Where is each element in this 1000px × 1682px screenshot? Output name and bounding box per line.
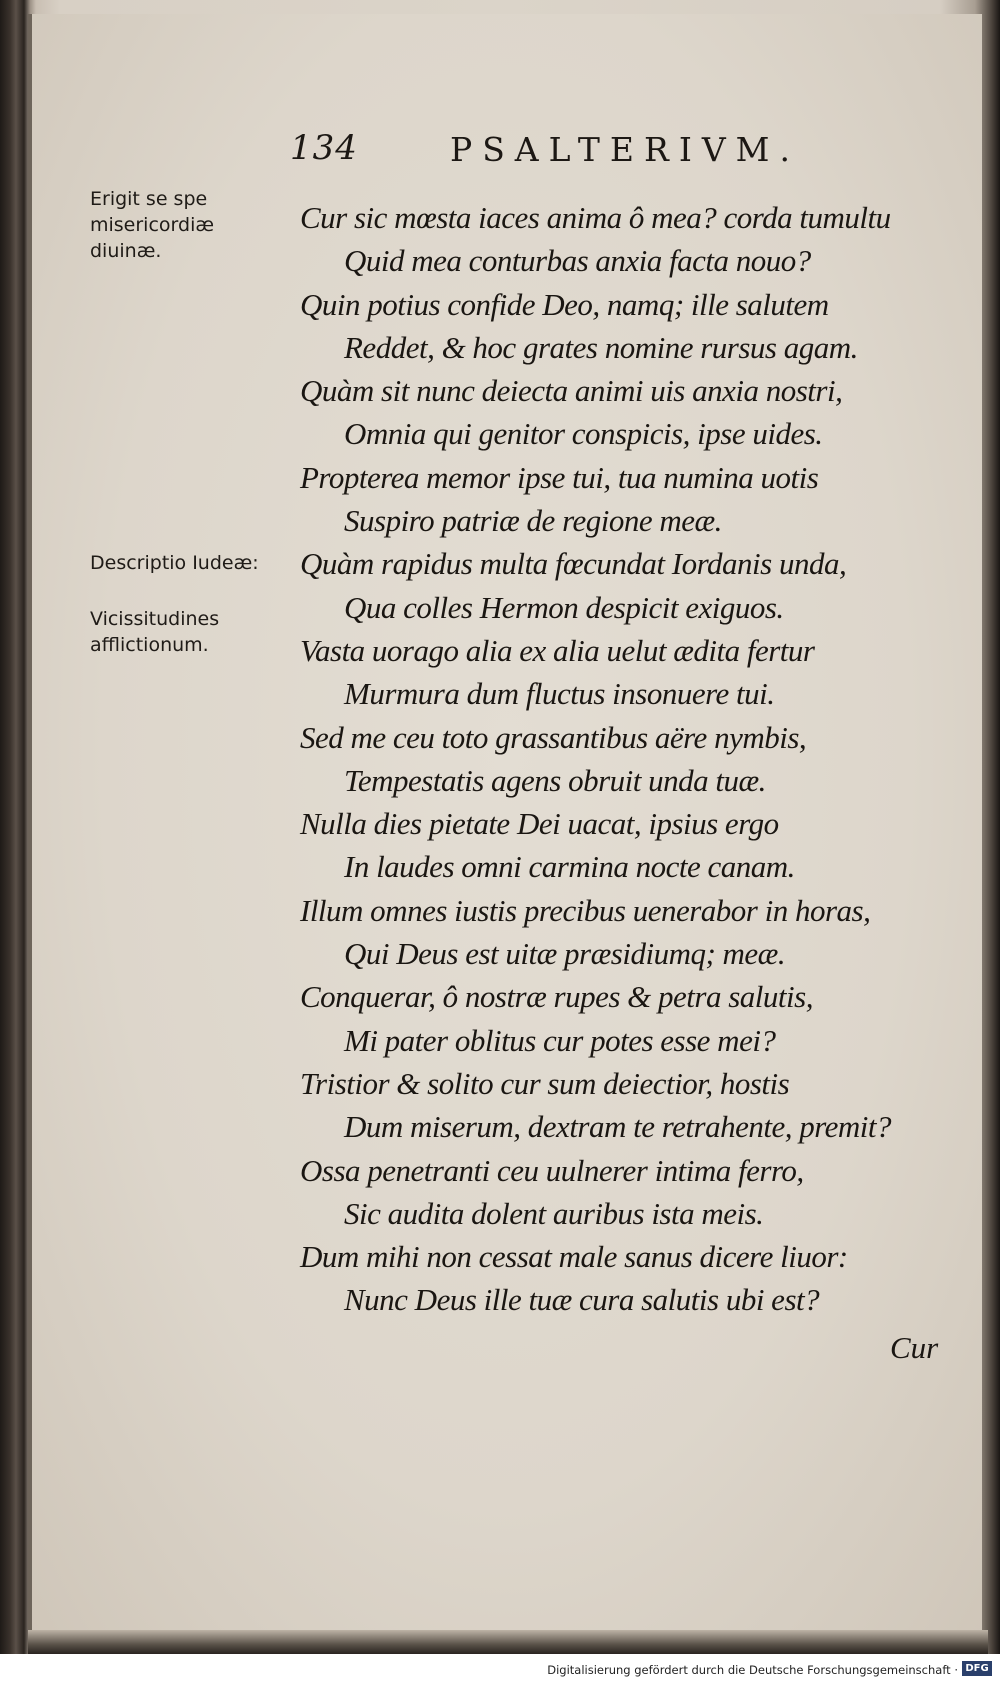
verse-line: Qua colles Hermon despicit exiguos. bbox=[344, 589, 784, 625]
verse-line: Qui Deus est uitæ præsidiumq; meæ. bbox=[344, 936, 786, 972]
dfg-logo-icon: DFG bbox=[962, 1661, 992, 1676]
verse-line: Reddet, & hoc grates nomine rursus agam. bbox=[344, 329, 858, 365]
verse-line: Cur sic mœsta iaces anima ô mea? corda tumultu bbox=[300, 200, 891, 235]
verse-line: Quin potius confide Deo, namq; ille salutem bbox=[300, 286, 829, 322]
verse-line: Dum miserum, dextram te retrahente, premit? bbox=[344, 1109, 892, 1145]
verse-line: Conquerar, ô nostræ rupes & petra salutis, bbox=[300, 979, 813, 1015]
margin-note-descriptio: Descriptio Iudeæ: bbox=[90, 552, 259, 574]
verse-line: Nulla dies pietate Dei uacat, ipsius ergo bbox=[300, 806, 779, 842]
verse-line: Sed me ceu toto grassantibus aëre nymbis, bbox=[300, 719, 807, 755]
verse-line: Mi pater oblitus cur potes esse mei? bbox=[344, 1022, 776, 1058]
verse-line: Tempestatis agens obruit unda tuæ. bbox=[344, 762, 766, 798]
verse-line: Sic audita dolent auribus ista meis. bbox=[344, 1195, 764, 1231]
verse-line: Quid mea conturbas anxia facta nouo? bbox=[344, 243, 811, 279]
verse-line: Omnia qui genitor conspicis, ipse uides. bbox=[344, 416, 823, 452]
verse-line: Propterea memor ipse tui, tua numina uotis bbox=[300, 459, 819, 495]
footer-credit: Digitalisierung gefördert durch die Deutsche Forschungsgemeinschaft · bbox=[547, 1663, 958, 1677]
verse-line: In laudes omni carmina nocte canam. bbox=[344, 849, 795, 885]
verse-line: Illum omnes iustis precibus uenerabor in horas, bbox=[300, 892, 871, 928]
verse-line: Nunc Deus ille tuæ cura salutis ubi est? bbox=[344, 1282, 820, 1318]
verse-line: Suspiro patriæ de regione meæ. bbox=[344, 503, 722, 539]
verse-line: Murmura dum fluctus insonuere tui. bbox=[344, 676, 775, 712]
verse-text bbox=[300, 196, 960, 1322]
page-edge bbox=[28, 1630, 988, 1654]
verse-line: Tristior & solito cur sum deiectior, hostis bbox=[300, 1065, 790, 1101]
page-number: 134 bbox=[290, 128, 358, 168]
margin-note-vicissitudines: Vicissitudines afflictionum. bbox=[90, 608, 220, 656]
catchword: Cur bbox=[890, 1330, 939, 1365]
verse-line: Vasta uorago alia ex alia uelut ædita fertur bbox=[300, 632, 815, 668]
verse-line: Ossa penetranti ceu uulnerer intima ferro, bbox=[300, 1152, 804, 1188]
verse-line: Quàm sit nunc deiecta animi uis anxia nostri, bbox=[300, 373, 843, 409]
verse-line: Quàm rapidus multa fœcundat Iordanis unda, bbox=[300, 546, 847, 582]
margin-note-erigit: Erigit se spe misericordiæ diuinæ. bbox=[90, 188, 215, 262]
running-title: PSALTERIVM. bbox=[450, 130, 800, 169]
verse-line: Dum mihi non cessat male sanus dicere liuor: bbox=[300, 1239, 848, 1275]
